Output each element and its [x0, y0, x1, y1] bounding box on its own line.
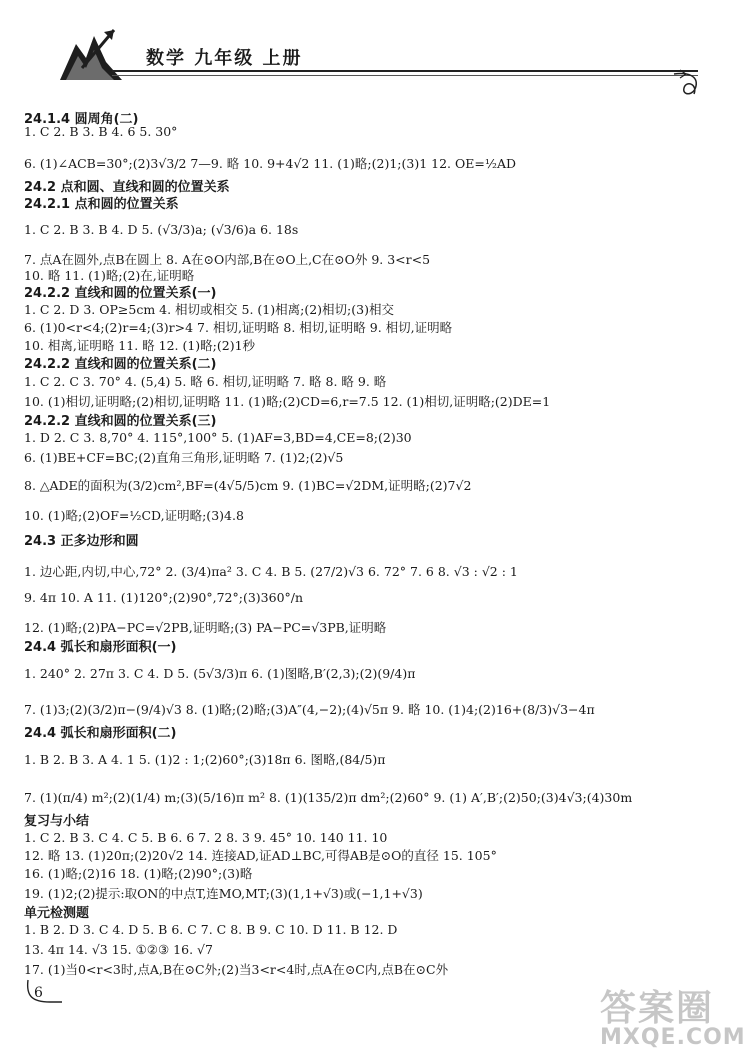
section-heading: 24.1.4 圆周角(二) — [24, 112, 139, 127]
answer-line: 10. (1)相切,证明略;(2)相切,证明略 11. (1)略;(2)CD=6,r=7.5 12. (1)相切,证明略;(2)DE=1 — [24, 394, 551, 409]
answer-line: 6. (1)∠ACB=30°;(2)3√3/2 7—9. 略 10. 9+4√2 11. (1)略;(2)1;(3)1 12. OE=½AD — [24, 156, 516, 171]
answer-line: 1. 240° 2. 27π 3. C 4. D 5. (5√3/3)π 6. (1)图略,B′(2,3);(2)(9/4)π — [24, 666, 416, 681]
answer-line: 7. (1)(π/4) m²;(2)(1/4) m;(3)(5/16)π m² 8. (1)(135/2)π dm²;(2)60° 9. (1) A′,B′;(2)50;(3)4√3;(4)30m — [24, 790, 633, 805]
section-heading: 24.2.2 直线和圆的位置关系(二) — [24, 357, 217, 372]
answer-line: 19. (1)2;(2)提示:取ON的中点T,连MO,MT;(3)(1,1+√3)或(−1,1+√3) — [24, 886, 423, 901]
answer-line: 7. (1)3;(2)(3/2)π−(9/4)√3 8. (1)略;(2)略;(3)A″(4,−2);(4)√5π 9. 略 10. (1)4;(2)16+(8/3)√3−4π — [24, 702, 595, 717]
header-rule — [112, 70, 698, 72]
watermark — [600, 980, 746, 1050]
answer-line: 6. (1)BE+CF=BC;(2)直角三角形,证明略 7. (1)2;(2)√5 — [24, 450, 344, 465]
section-heading: 24.3 正多边形和圆 — [24, 534, 139, 549]
answer-line: 1. C 2. D 3. OP≥5cm 4. 相切或相交 5. (1)相离;(2)相切;(3)相交 — [24, 302, 394, 317]
answer-line: 10. (1)略;(2)OF=½CD,证明略;(3)4.8 — [24, 508, 244, 523]
section-heading: 单元检测题 — [24, 906, 90, 921]
answer-line: 6. (1)0<r<4;(2)r=4;(3)r>4 7. 相切,证明略 8. 相切,证明略 9. 相切,证明略 — [24, 320, 453, 335]
section-heading: 24.2.1 点和圆的位置关系 — [24, 197, 179, 212]
swirl-ornament-icon — [672, 66, 708, 102]
section-heading: 24.4 弧长和扇形面积(二) — [24, 726, 177, 741]
watermark-line1: 答案圈 — [600, 988, 715, 1029]
section-heading: 24.4 弧长和扇形面积(一) — [24, 640, 177, 655]
answer-line: 10. 相离,证明略 11. 略 12. (1)略;(2)1秒 — [24, 338, 256, 353]
answer-line: 1. C 2. C 3. 70° 4. (5,4) 5. 略 6. 相切,证明略 7. 略 8. 略 9. 略 — [24, 374, 387, 389]
answer-line: 1. B 2. B 3. A 4. 1 5. (1)2 : 1;(2)60°;(3)18π 6. 图略,(84/5)π — [24, 752, 386, 767]
answer-line: 16. (1)略;(2)16 18. (1)略;(2)90°;(3)略 — [24, 866, 253, 881]
section-heading: 24.2 点和圆、直线和圆的位置关系 — [24, 180, 230, 195]
watermark-line2: MXQE.COM — [600, 1025, 746, 1050]
page-header — [0, 0, 750, 100]
answer-line: 12. 略 13. (1)20π;(2)20√2 14. 连接AD,证AD⊥BC,可得AB是⊙O的直径 15. 105° — [24, 848, 497, 863]
page-number: 6 — [34, 985, 43, 1001]
answer-line: 1. C 2. B 3. B 4. 6 5. 30° — [24, 124, 178, 139]
answer-line: 8. △ADE的面积为(3/2)cm²,BF=(4√5/5)cm 9. (1)BC=√2DM,证明略;(2)7√2 — [24, 478, 472, 493]
answer-line: 17. (1)当0<r<3时,点A,B在⊙C外;(2)当3<r<4时,点A在⊙C内,点B在⊙C外 — [24, 962, 449, 977]
header-title: 数学 九年级 上册 — [146, 48, 303, 69]
answer-line: 1. B 2. D 3. C 4. D 5. B 6. C 7. C 8. B 9. C 10. D 11. B 12. D — [24, 922, 398, 937]
answer-line: 9. 4π 10. A 11. (1)120°;(2)90°,72°;(3)360°/n — [24, 590, 304, 605]
answer-line: 7. 点A在圆外,点B在圆上 8. A在⊙O内部,B在⊙O上,C在⊙O外 9. 3<r<5 — [24, 252, 431, 267]
answer-line: 10. 略 11. (1)略;(2)在,证明略 — [24, 268, 195, 283]
page-number-bracket-icon — [24, 978, 64, 1006]
section-heading: 24.2.2 直线和圆的位置关系(一) — [24, 286, 217, 301]
answer-line: 1. 边心距,内切,中心,72° 2. (3/4)πa² 3. C 4. B 5. (27/2)√3 6. 72° 7. 6 8. √3 : √2 : 1 — [24, 564, 518, 579]
answer-line: 12. (1)略;(2)PA−PC=√2PB,证明略;(3) PA−PC=√3PB,证明略 — [24, 620, 387, 635]
answer-line: 1. D 2. C 3. 8,70° 4. 115°,100° 5. (1)AF=3,BD=4,CE=8;(2)30 — [24, 430, 412, 445]
answer-line: 1. C 2. B 3. B 4. D 5. (√3/3)a; (√3/6)a 6. 18s — [24, 222, 299, 237]
section-heading: 24.2.2 直线和圆的位置关系(三) — [24, 414, 217, 429]
section-heading: 复习与小结 — [24, 814, 90, 829]
header-rule-thin — [112, 75, 698, 76]
answer-line: 1. C 2. B 3. C 4. C 5. B 6. 6 7. 2 8. 3 9. 45° 10. 140 11. 10 — [24, 830, 388, 845]
answer-line: 13. 4π 14. √3 15. ①②③ 16. √7 — [24, 942, 213, 957]
